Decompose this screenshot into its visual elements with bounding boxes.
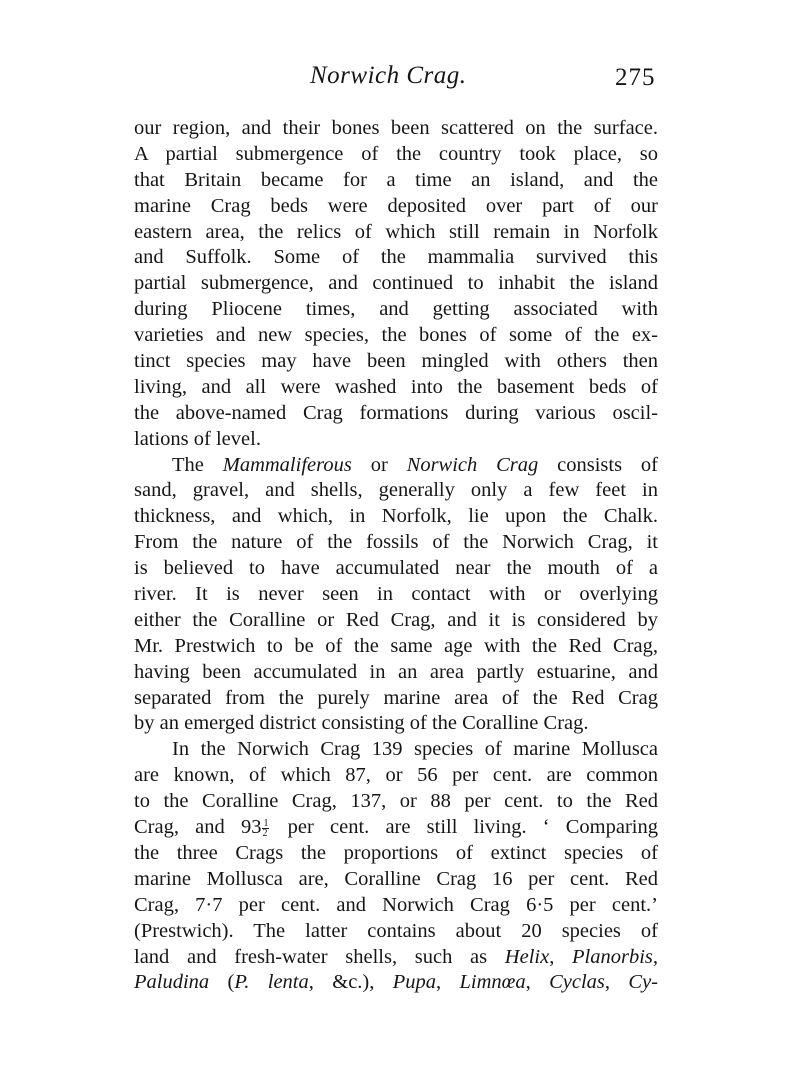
paragraph	[134, 116, 658, 453]
italic-term: Mammaliferous	[222, 453, 352, 476]
text-line: that Britain became for a time an island, and the	[134, 168, 658, 191]
text-line: partial submergence, and continued to inhabit the island	[134, 272, 658, 295]
text-line: marine Crag beds were deposited over part of our	[134, 194, 658, 217]
italic-term: Paludina	[134, 971, 210, 994]
text-line: are known, of which 87, or 56 per cent. are common	[134, 764, 658, 787]
text-line: the above-named Crag formations during various oscil-	[134, 401, 658, 424]
text-line: From the nature of the fossils of the Norwich Crag, it	[134, 531, 658, 554]
text-line: the three Crags the proportions of extinct species of	[134, 841, 658, 864]
text-line: separated from the purely marine area of the Red Crag	[134, 686, 658, 709]
text-line: varieties and new species, the bones of some of the ex-	[134, 324, 658, 347]
text-line: living, and all were washed into the basement beds of	[134, 375, 658, 398]
paragraph	[134, 737, 658, 996]
text-line: by an emerged district consisting of the Coralline Crag.	[134, 712, 589, 735]
text-line: either the Coralline or Red Crag, and it is considered by	[134, 608, 658, 631]
fraction-one-half: $\frac{1}{2}$	[262, 817, 269, 839]
text-line: sand, gravel, and shells, generally only a few feet in	[134, 479, 658, 502]
text-line: to the Coralline Crag, 137, or 88 per cent. to the Red	[134, 790, 658, 813]
text-line: river. It is never seen in contact with or overlying	[134, 583, 658, 606]
text-line: Mr. Prestwich to be of the same age with the Red Crag,	[134, 634, 658, 657]
italic-term: P. lenta	[234, 971, 309, 994]
text-line: In the Norwich Crag 139 species of marine Mollusca	[172, 738, 658, 761]
text-line: land and fresh-water shells, such as Helix, Planorbis,	[134, 945, 659, 968]
italic-term: Helix	[504, 945, 550, 968]
text-line: The Mammaliferous or Norwich Crag consists of	[172, 453, 659, 476]
text-line: eastern area, the relics of which still remain in Norfolk	[134, 220, 658, 243]
text-line: during Pliocene times, and getting associated with	[134, 298, 658, 321]
text-line: A partial submergence of the country took place, so	[134, 142, 658, 165]
text-line: Crag, 7·7 per cent. and Norwich Crag 6·5 per cent.’	[134, 893, 658, 916]
italic-term: Norwich Crag	[406, 453, 539, 476]
text-line: thickness, and which, in Norfolk, lie upon the Chalk.	[134, 505, 658, 528]
text-line: and Suffolk. Some of the mammalia survived this	[134, 246, 658, 269]
italic-term: Limnœa	[459, 971, 526, 994]
running-head	[0, 62, 795, 102]
text-line: Crag, and 93 $\frac{1}{2}$ per cent. are still living. ‘ Comparing	[134, 816, 658, 839]
italic-term: Planorbis	[572, 945, 653, 968]
running-title: Norwich Crag.	[310, 62, 467, 89]
paragraph	[134, 453, 658, 738]
italic-term: Cy-	[628, 971, 659, 994]
text-line: tinct species may have been mingled with others then	[134, 350, 658, 373]
text-line: is believed to have accumulated near the mouth of a	[134, 557, 658, 580]
text-line: lations of level.	[134, 427, 261, 450]
italic-term: Cyclas	[549, 971, 605, 994]
text-line: (Prestwich). The latter contains about 20 species of	[134, 919, 658, 942]
text-line: marine Mollusca are, Coralline Crag 16 per cent. Red	[134, 867, 658, 890]
text-line: our region, and their bones been scattered on the surface.	[134, 117, 658, 139]
body-text	[134, 116, 658, 996]
text-line: Paludina (P. lenta, &c.), Pupa, Limnœa, Cyclas, Cy-	[134, 971, 659, 994]
italic-term: Pupa	[392, 971, 437, 994]
page-number: 275	[615, 64, 656, 91]
text-line: having been accumulated in an area partly estuarine, and	[134, 660, 658, 683]
